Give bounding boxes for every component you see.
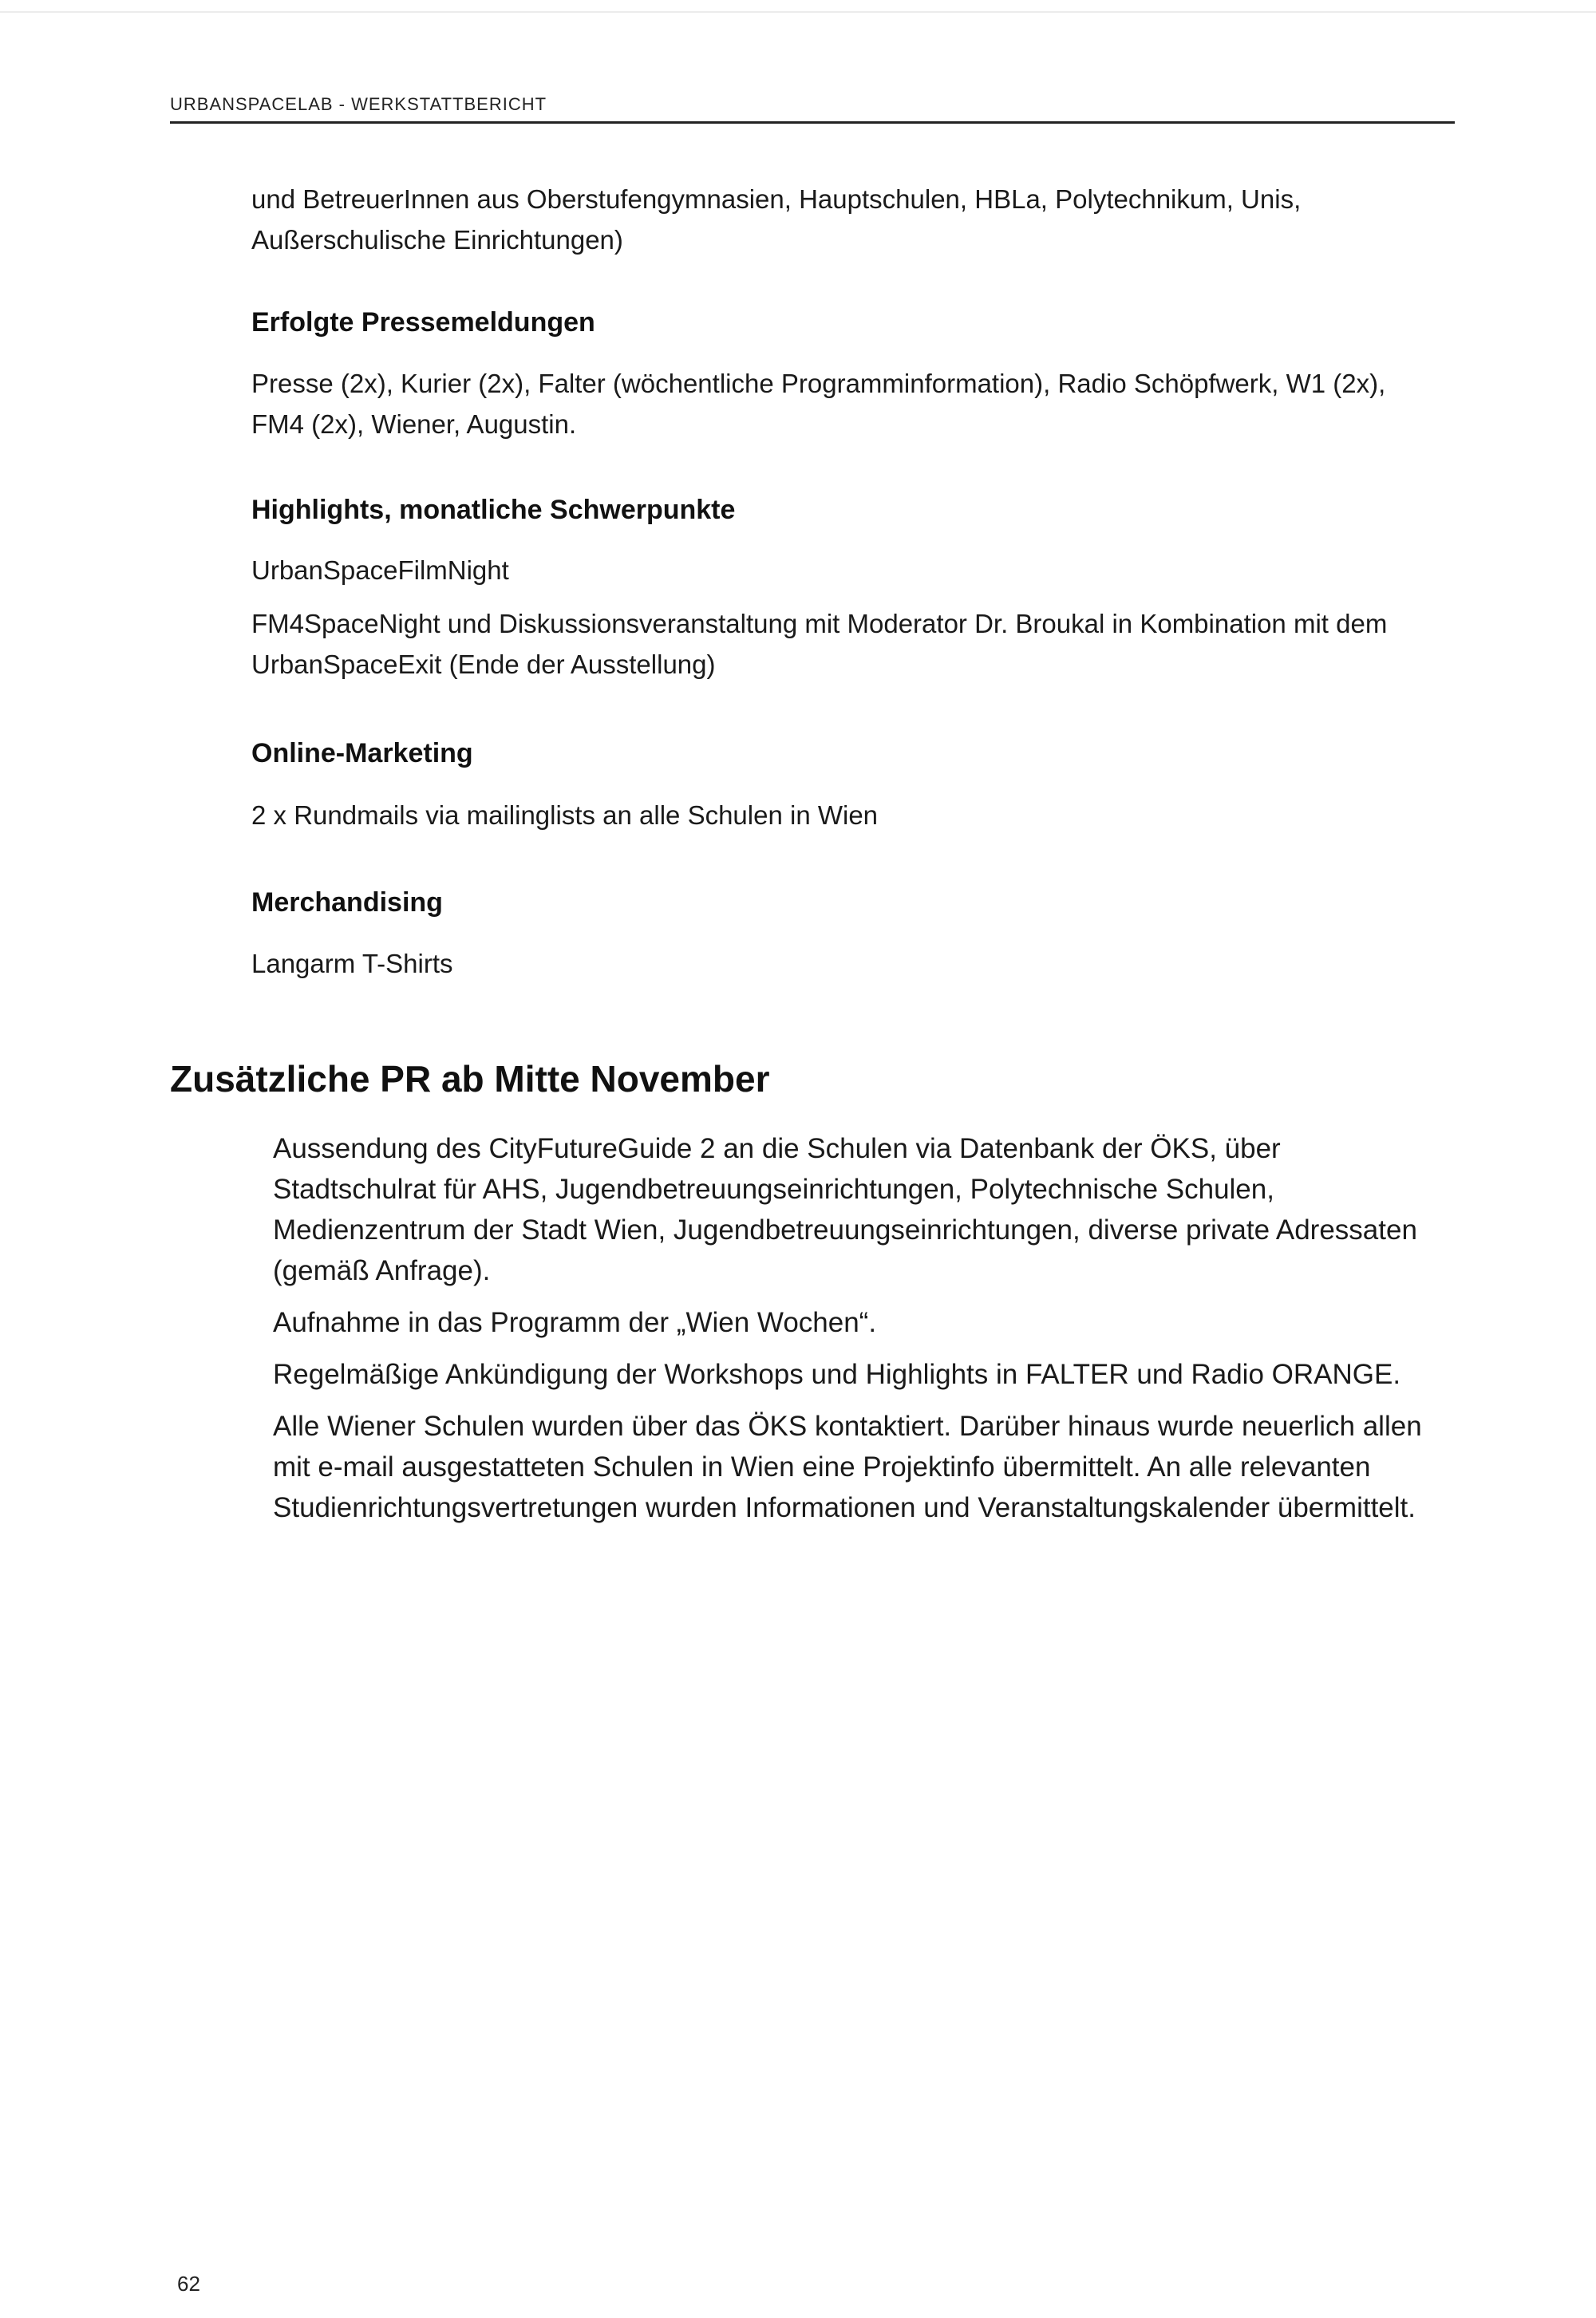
header-rule	[170, 121, 1455, 124]
paragraph: Alle Wiener Schulen wurden über das ÖKS kontaktiert. Darüber hinaus wurde neuerlich allen mit e-mail ausgestatteten Schulen in Wien eine Projektinfo übermittelt. An alle relevanten Studienrichtungsvertretungen wurden Informationen und Veranstaltungskalender übermittelt.	[273, 1411, 1422, 1523]
paragraph: UrbanSpaceFilmNight	[251, 555, 509, 585]
paragraph: Regelmäßige Ankündigung der Workshops und Highlights in FALTER und Radio ORANGE.	[273, 1359, 1401, 1390]
paragraph: Langarm T-Shirts	[251, 949, 453, 978]
paragraph: 2 x Rundmails via mailinglists an alle Schulen in Wien	[251, 800, 879, 830]
scan-edge-line	[0, 11, 1596, 13]
page-number: 62	[177, 2272, 200, 2296]
intro-continuation	[251, 179, 1408, 260]
heading-pressemeldungen: Erfolgte Pressemeldungen	[251, 307, 595, 338]
pr-heading: Zusätzliche PR ab Mitte November	[170, 1058, 770, 1100]
section-merchandising	[251, 943, 1408, 984]
heading-highlights: Highlights, monatliche Schwerpunkte	[251, 495, 736, 525]
heading-merchandising: Merchandising	[251, 887, 443, 918]
section-highlights	[251, 550, 1408, 685]
pr-paragraphs	[273, 1128, 1422, 1539]
paragraph: Aufnahme in das Programm der „Wien Wochen“.	[273, 1307, 877, 1338]
section-online-marketing	[251, 795, 1408, 835]
paragraph: Aussendung des CityFutureGuide 2 an die Schulen via Datenbank der ÖKS, über Stadtschulrat für AHS, Jugendbetreuungseinrichtungen, Polytechnische Schulen, Medienzentrum der Stadt Wien, Jugendbetreuungseinrichtungen, diverse private Adressaten (gemäß Anfrage).	[273, 1133, 1417, 1286]
heading-online-marketing: Online-Marketing	[251, 738, 473, 768]
section-pressemeldungen	[251, 363, 1408, 444]
paragraph: Presse (2x), Kurier (2x), Falter (wöchentliche Programminformation), Radio Schöpfwerk, W1 (2x), FM4 (2x), Wiener, Augustin.	[251, 369, 1386, 439]
paragraph: FM4SpaceNight und Diskussionsveranstaltung mit Moderator Dr. Broukal in Kombination mit dem UrbanSpaceExit (Ende der Ausstellung)	[251, 609, 1388, 679]
running-header: URBANSPACELAB - WERKSTATTBERICHT	[170, 94, 547, 114]
paragraph: und BetreuerInnen aus Oberstufengymnasien, Hauptschulen, HBLa, Polytechnikum, Unis, Außerschulische Einrichtungen)	[251, 184, 1302, 255]
